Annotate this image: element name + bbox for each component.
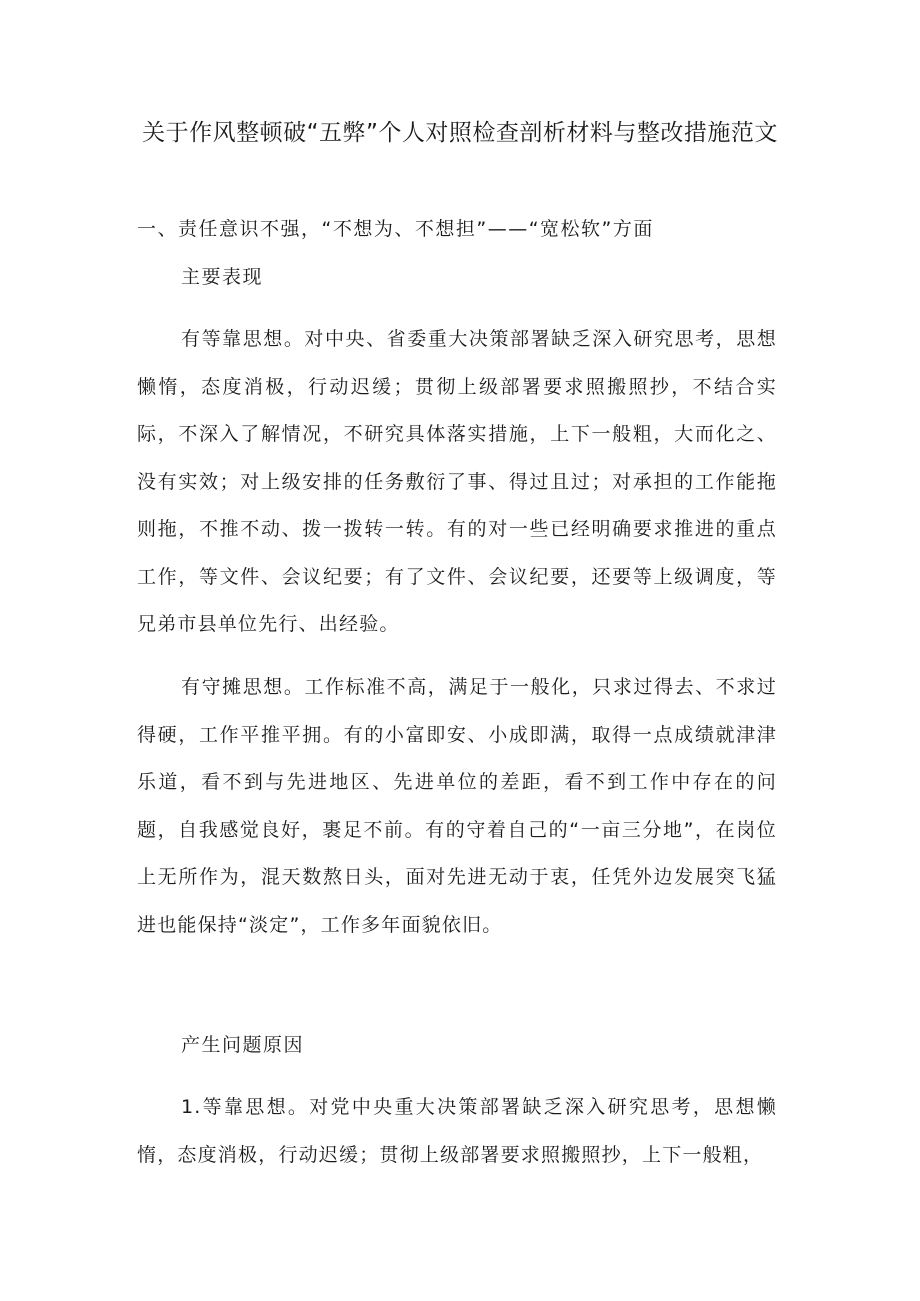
paragraph: 有等靠思想。对中央、省委重大决策部署缺乏深入研究思考，思想懒惰，态度消极，行动迟缓；贯彻上级部署要求照搬照抄，不结合实际，不深入了解情况，不研究具体落实措施，上下一般粗，大而化之、没有实效；对上级安排的任务敷衍了事、得过且过；对承担的工作能拖则拖，不推不动、拨一拨转一转。有的对一些已经明确要求推进的重点工作，等文件、会议纪要；有了文件、会议纪要，还要等上级调度，等兄弟市县单位先行、出经验。 — [137, 328, 777, 635]
causes-label: 产生问题原因 — [181, 1034, 305, 1056]
section-heading: 一、责任意识不强，“不想为、不想担”——“宽松软”方面 — [137, 218, 654, 240]
main-manifestations-label: 主要表现 — [181, 266, 264, 288]
paragraph: 1.等靠思想。对党中央重大决策部署缺乏深入研究思考，思想懒惰，态度消极，行动迟缓；贯彻上级部署要求照搬照抄，上下一般粗， — [137, 1096, 777, 1166]
document-title: 关于作风整顿破“五弊”个人对照检查剖析材料与整改措施范文 — [142, 120, 778, 146]
paragraph: 有守摊思想。工作标准不高，满足于一般化，只求过得去、不求过得硬，工作平推平拥。有的小富即安、小成即满，取得一点成绩就津津乐道，看不到与先进地区、先进单位的差距，看不到工作中存在的问题，自我感觉良好，裹足不前。有的守着自己的“一亩三分地”，在岗位上无所作为，混天数熬日头，面对先进无动于衷，任凭外边发展突飞猛进也能保持“淡定”，工作多年面貌依旧。 — [137, 676, 777, 936]
